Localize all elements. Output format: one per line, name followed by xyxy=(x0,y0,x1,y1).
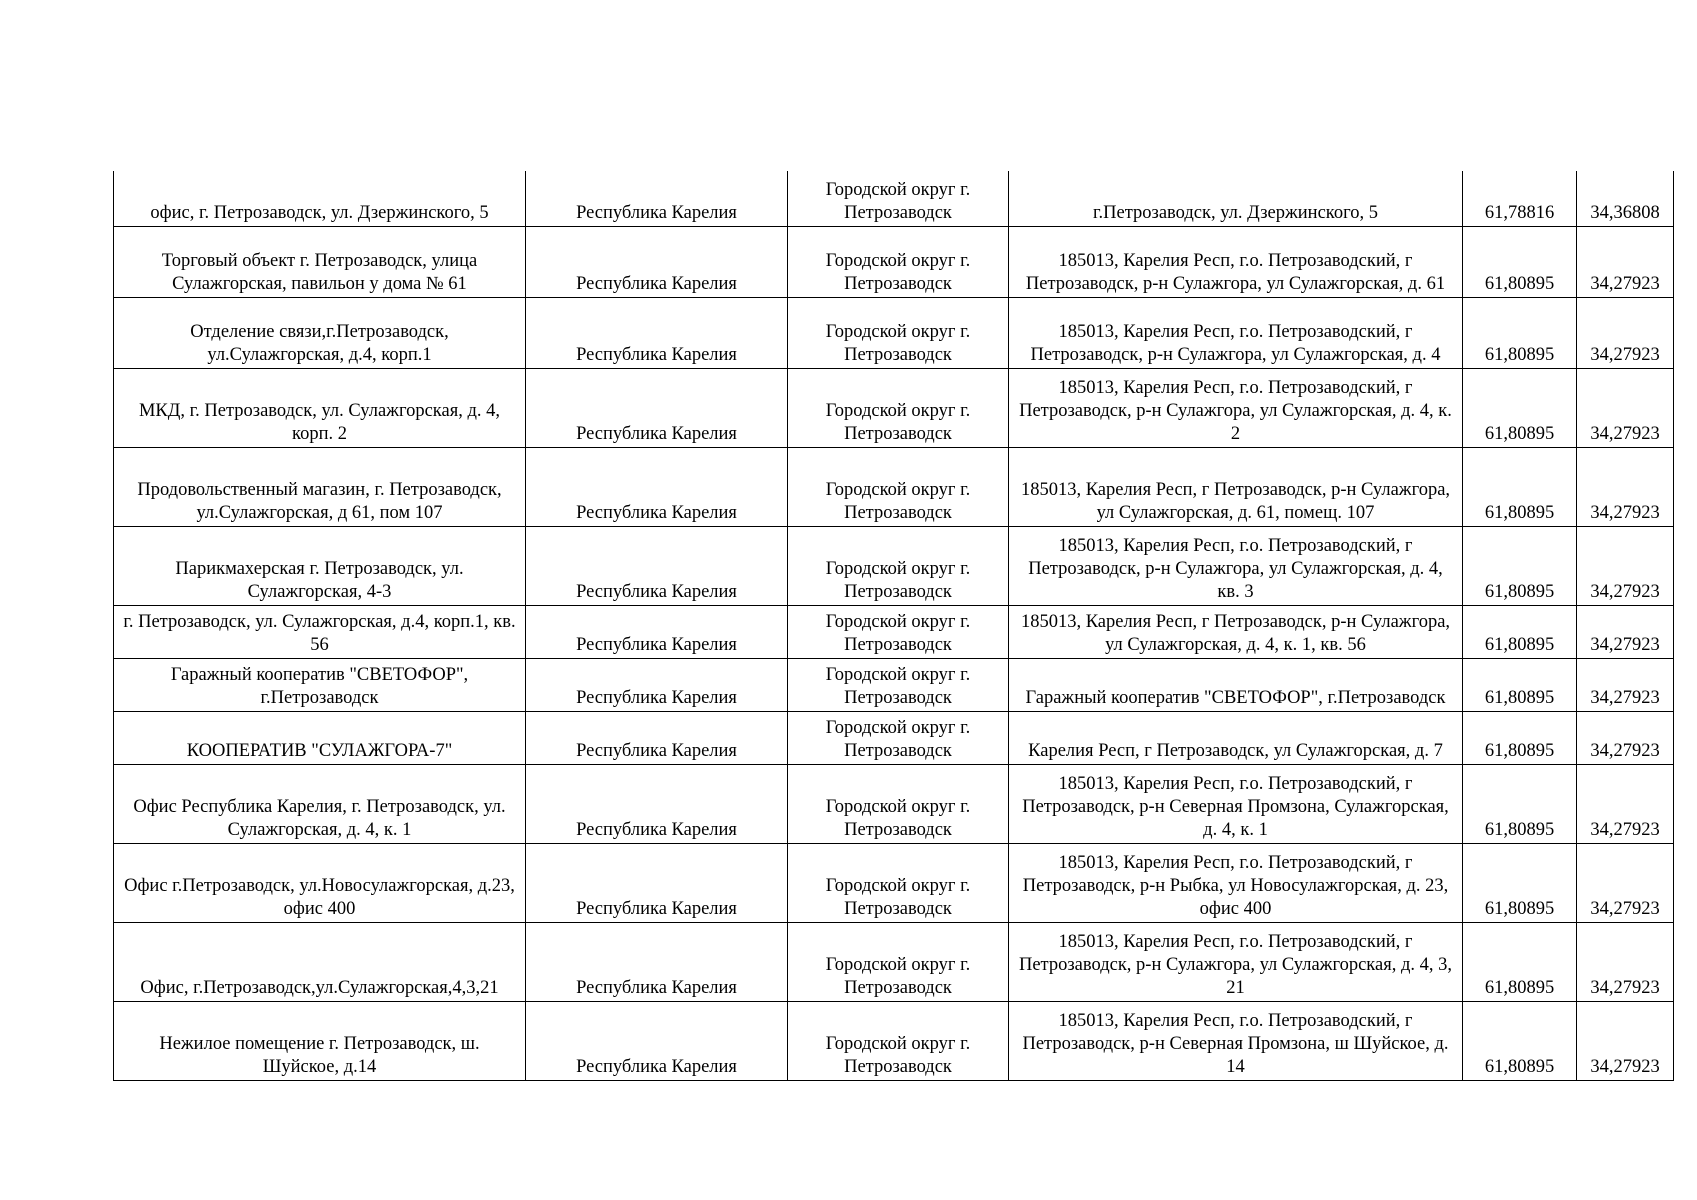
object-name-cell: Офис г.Петрозаводск, ул.Новосулажгорская, д.23, офис 400 xyxy=(114,843,526,922)
longitude-cell: 34,27923 xyxy=(1577,658,1674,711)
object-name-cell: Гаражный кооператив "СВЕТОФОР", г.Петрозаводск xyxy=(114,658,526,711)
object-name-cell: Отделение связи,г.Петрозаводск, ул.Сулажгорская, д.4, корп.1 xyxy=(114,297,526,368)
longitude-cell: 34,27923 xyxy=(1577,843,1674,922)
address-cell: 185013, Карелия Респ, г Петрозаводск, р-н Сулажгора, ул Сулажгорская, д. 61, помещ. 107 xyxy=(1009,447,1463,526)
district-cell: Городской округ г. Петрозаводск xyxy=(788,922,1009,1001)
region-cell: Республика Карелия xyxy=(526,226,788,297)
region-cell: Республика Карелия xyxy=(526,711,788,764)
address-cell: 185013, Карелия Респ, г.о. Петрозаводский, г Петрозаводск, р-н Сулажгора, ул Сулажгорская, д. 4, 3, 21 xyxy=(1009,922,1463,1001)
region-cell: Республика Карелия xyxy=(526,297,788,368)
district-cell: Городской округ г. Петрозаводск xyxy=(788,658,1009,711)
latitude-cell: 61,80895 xyxy=(1463,658,1577,711)
table-row xyxy=(114,526,1674,605)
table-row xyxy=(114,447,1674,526)
object-name-cell: Продовольственный магазин, г. Петрозаводск, ул.Сулажгорская, д 61, пом 107 xyxy=(114,447,526,526)
document-page xyxy=(113,171,1673,1081)
latitude-cell: 61,78816 xyxy=(1463,171,1577,226)
region-cell: Республика Карелия xyxy=(526,368,788,447)
object-name-cell: Нежилое помещение г. Петрозаводск, ш. Шуйское, д.14 xyxy=(114,1001,526,1080)
table-row xyxy=(114,605,1674,658)
region-cell: Республика Карелия xyxy=(526,922,788,1001)
address-cell: Карелия Респ, г Петрозаводск, ул Сулажгорская, д. 7 xyxy=(1009,711,1463,764)
object-name-cell: Офис, г.Петрозаводск,ул.Сулажгорская,4,3,21 xyxy=(114,922,526,1001)
table-row xyxy=(114,297,1674,368)
address-cell: 185013, Карелия Респ, г.о. Петрозаводский, г Петрозаводск, р-н Сулажгора, ул Сулажгорская, д. 61 xyxy=(1009,226,1463,297)
latitude-cell: 61,80895 xyxy=(1463,922,1577,1001)
address-cell: 185013, Карелия Респ, г.о. Петрозаводский, г Петрозаводск, р-н Северная Промзона, Сулажгорская, д. 4, к. 1 xyxy=(1009,764,1463,843)
latitude-cell: 61,80895 xyxy=(1463,368,1577,447)
longitude-cell: 34,27923 xyxy=(1577,764,1674,843)
object-name-cell: Офис Республика Карелия, г. Петрозаводск, ул. Сулажгорская, д. 4, к. 1 xyxy=(114,764,526,843)
object-name-cell: КООПЕРАТИВ "СУЛАЖГОРА-7" xyxy=(114,711,526,764)
latitude-cell: 61,80895 xyxy=(1463,447,1577,526)
district-cell: Городской округ г. Петрозаводск xyxy=(788,297,1009,368)
region-cell: Республика Карелия xyxy=(526,658,788,711)
longitude-cell: 34,27923 xyxy=(1577,711,1674,764)
address-cell: Гаражный кооператив "СВЕТОФОР", г.Петрозаводск xyxy=(1009,658,1463,711)
object-name-cell: Торговый объект г. Петрозаводск, улица Сулажгорская, павильон у дома № 61 xyxy=(114,226,526,297)
latitude-cell: 61,80895 xyxy=(1463,605,1577,658)
district-cell: Городской округ г. Петрозаводск xyxy=(788,368,1009,447)
district-cell: Городской округ г. Петрозаводск xyxy=(788,605,1009,658)
latitude-cell: 61,80895 xyxy=(1463,711,1577,764)
latitude-cell: 61,80895 xyxy=(1463,1001,1577,1080)
object-name-cell: Парикмахерская г. Петрозаводск, ул. Сулажгорская, 4-3 xyxy=(114,526,526,605)
table-row xyxy=(114,1001,1674,1080)
table-row xyxy=(114,171,1674,226)
region-cell: Республика Карелия xyxy=(526,843,788,922)
longitude-cell: 34,27923 xyxy=(1577,922,1674,1001)
object-name-cell: офис, г. Петрозаводск, ул. Дзержинского, 5 xyxy=(114,171,526,226)
longitude-cell: 34,36808 xyxy=(1577,171,1674,226)
table-row xyxy=(114,922,1674,1001)
district-cell: Городской округ г. Петрозаводск xyxy=(788,447,1009,526)
district-cell: Городской округ г. Петрозаводск xyxy=(788,226,1009,297)
latitude-cell: 61,80895 xyxy=(1463,526,1577,605)
district-cell: Городской округ г. Петрозаводск xyxy=(788,711,1009,764)
object-name-cell: МКД, г. Петрозаводск, ул. Сулажгорская, д. 4, корп. 2 xyxy=(114,368,526,447)
longitude-cell: 34,27923 xyxy=(1577,1001,1674,1080)
data-table xyxy=(113,171,1674,1081)
table-row xyxy=(114,658,1674,711)
district-cell: Городской округ г. Петрозаводск xyxy=(788,526,1009,605)
latitude-cell: 61,80895 xyxy=(1463,297,1577,368)
region-cell: Республика Карелия xyxy=(526,1001,788,1080)
longitude-cell: 34,27923 xyxy=(1577,297,1674,368)
table-row xyxy=(114,368,1674,447)
latitude-cell: 61,80895 xyxy=(1463,226,1577,297)
longitude-cell: 34,27923 xyxy=(1577,447,1674,526)
district-cell: Городской округ г. Петрозаводск xyxy=(788,171,1009,226)
address-cell: 185013, Карелия Респ, г.о. Петрозаводский, г Петрозаводск, р-н Сулажгора, ул Сулажгорская, д. 4, кв. 3 xyxy=(1009,526,1463,605)
latitude-cell: 61,80895 xyxy=(1463,764,1577,843)
longitude-cell: 34,27923 xyxy=(1577,368,1674,447)
region-cell: Республика Карелия xyxy=(526,764,788,843)
longitude-cell: 34,27923 xyxy=(1577,605,1674,658)
address-cell: 185013, Карелия Респ, г.о. Петрозаводский, г Петрозаводск, р-н Сулажгора, ул Сулажгорская, д. 4 xyxy=(1009,297,1463,368)
table-row xyxy=(114,711,1674,764)
longitude-cell: 34,27923 xyxy=(1577,526,1674,605)
longitude-cell: 34,27923 xyxy=(1577,226,1674,297)
region-cell: Республика Карелия xyxy=(526,447,788,526)
address-cell: 185013, Карелия Респ, г.о. Петрозаводский, г Петрозаводск, р-н Северная Промзона, ш Шуйское, д. 14 xyxy=(1009,1001,1463,1080)
district-cell: Городской округ г. Петрозаводск xyxy=(788,1001,1009,1080)
district-cell: Городской округ г. Петрозаводск xyxy=(788,764,1009,843)
object-name-cell: г. Петрозаводск, ул. Сулажгорская, д.4, корп.1, кв. 56 xyxy=(114,605,526,658)
region-cell: Республика Карелия xyxy=(526,605,788,658)
table-row xyxy=(114,226,1674,297)
address-cell: 185013, Карелия Респ, г.о. Петрозаводский, г Петрозаводск, р-н Сулажгора, ул Сулажгорская, д. 4, к. 2 xyxy=(1009,368,1463,447)
region-cell: Республика Карелия xyxy=(526,526,788,605)
table-row xyxy=(114,843,1674,922)
district-cell: Городской округ г. Петрозаводск xyxy=(788,843,1009,922)
address-cell: г.Петрозаводск, ул. Дзержинского, 5 xyxy=(1009,171,1463,226)
address-cell: 185013, Карелия Респ, г.о. Петрозаводский, г Петрозаводск, р-н Рыбка, ул Новосулажгорская, д. 23, офис 400 xyxy=(1009,843,1463,922)
table-row xyxy=(114,764,1674,843)
latitude-cell: 61,80895 xyxy=(1463,843,1577,922)
region-cell: Республика Карелия xyxy=(526,171,788,226)
address-cell: 185013, Карелия Респ, г Петрозаводск, р-н Сулажгора, ул Сулажгорская, д. 4, к. 1, кв. 56 xyxy=(1009,605,1463,658)
